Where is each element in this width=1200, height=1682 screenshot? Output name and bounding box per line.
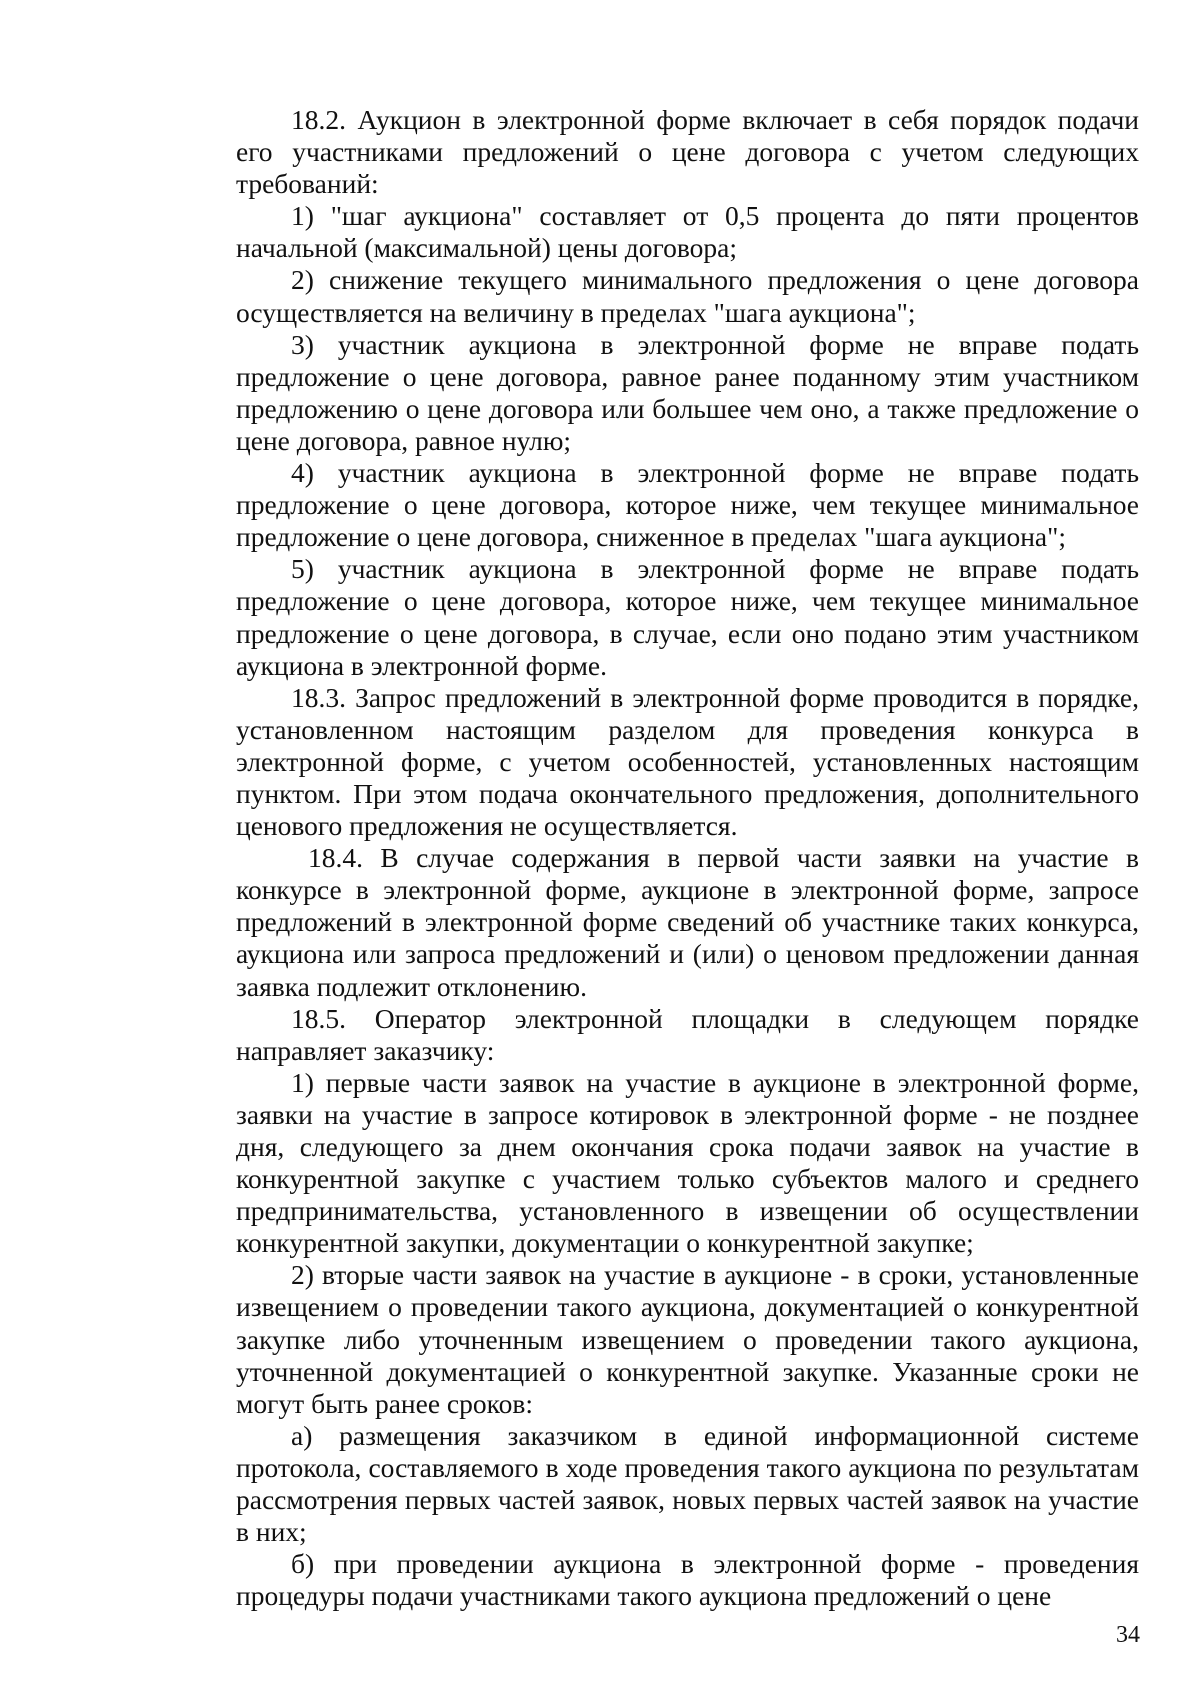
paragraph-18-5-item-1: 1) первые части заявок на участие в аукционе в электронной форме, заявки на участие в запросе котировок в электронной форме - не позднее дня, следующего за днем окончания срока подачи заявок на участие в конкурентной закупке с участием только субъектов малого и среднего предпринимательства, установленного в извещении об осуществлении конкурентной закупки, документации о конкурентной закупке; bbox=[236, 1066, 1139, 1259]
paragraph-18-3: 18.3. Запрос предложений в электронной форме проводится в порядке, установленном настоящим разделом для проведения конкурса в электронной форме, с учетом особенностей, установленных настоящим пунктом. При этом подача окончательного предложения, дополнительного ценового предложения не осуществляется. bbox=[236, 681, 1139, 842]
paragraph-18-5-item-2-b: б) при проведении аукциона в электронной форме - проведения процедуры подачи участниками такого аукциона предложений о цене bbox=[236, 1548, 1139, 1612]
document-body bbox=[236, 104, 1139, 1612]
paragraph-18-5-item-2-a: а) размещения заказчиком в единой информационной системе протокола, составляемого в ходе проведения такого аукциона по результатам рассмотрения первых частей заявок, новых первых частей заявок на участие в них; bbox=[236, 1419, 1139, 1548]
paragraph-18-2-item-4: 4) участник аукциона в электронной форме не вправе подать предложение о цене договора, которое ниже, чем текущее минимальное предложение о цене договора, сниженное в пределах "шага аукциона"; bbox=[236, 457, 1139, 553]
paragraph-18-4: 18.4. В случае содержания в первой части заявки на участие в конкурсе в электронной форме, аукционе в электронной форме, запросе предложений в электронной форме сведений об участнике таких конкурса, аукциона или запроса предложений и (или) о ценовом предложении данная заявка подлежит отклонению. bbox=[236, 842, 1139, 1002]
paragraph-18-2-item-3: 3) участник аукциона в электронной форме не вправе подать предложение о цене договора, равное ранее поданному этим участником предложению о цене договора или большее чем оно, а также предложение о цене договора, равное нулю; bbox=[236, 328, 1139, 456]
paragraph-18-5: 18.5. Оператор электронной площадки в следующем порядке направляет заказчику: bbox=[236, 1002, 1139, 1066]
paragraph-18-2: 18.2. Аукцион в электронной форме включает в себя порядок подачи его участниками предложений о цене договора с учетом следующих требований: bbox=[236, 104, 1139, 200]
paragraph-18-5-item-2: 2) вторые части заявок на участие в аукционе - в сроки, установленные извещением о проведении такого аукциона, документацией о конкурентной закупке либо уточненным извещением о проведении такого аукциона, уточненной документацией о конкурентной закупке. Указанные сроки не могут быть ранее сроков: bbox=[236, 1259, 1139, 1419]
paragraph-18-2-item-1: 1) "шаг аукциона" составляет от 0,5 процента до пяти процентов начальной (максимальной) цены договора; bbox=[236, 200, 1139, 264]
paragraph-18-2-item-2: 2) снижение текущего минимального предложения о цене договора осуществляется на величину в пределах "шага аукциона"; bbox=[236, 264, 1139, 328]
paragraph-18-2-item-5: 5) участник аукциона в электронной форме не вправе подать предложение о цене договора, которое ниже, чем текущее минимальное предложение о цене договора, в случае, если оно подано этим участником аукциона в электронной форме. bbox=[236, 553, 1139, 681]
page-number: 34 bbox=[1116, 1622, 1140, 1648]
